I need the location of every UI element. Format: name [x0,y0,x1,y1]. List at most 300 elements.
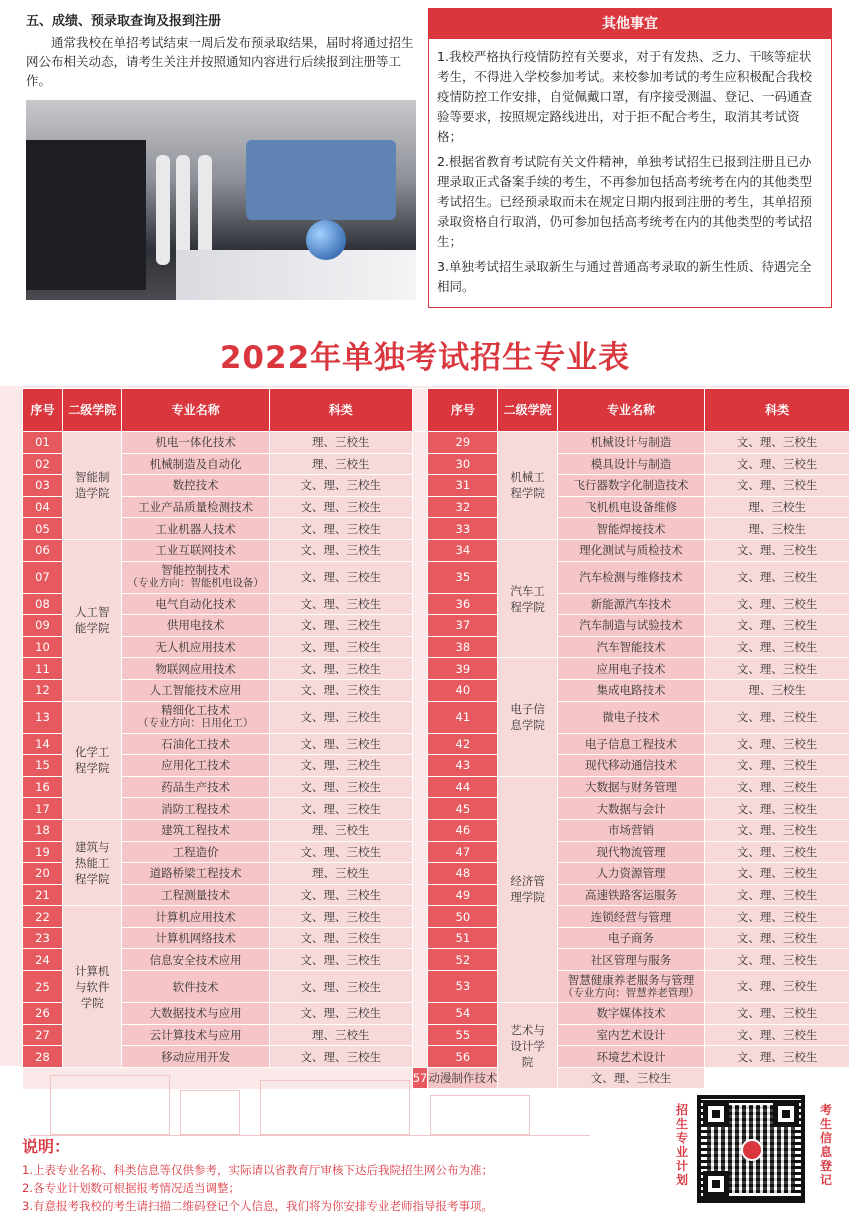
major-name-cell [122,927,269,949]
major-name-cell [557,755,704,777]
row-number: 20 [23,863,63,885]
category-cell: 文、理、三校生 [269,971,412,1003]
row-number: 45 [428,798,498,820]
row-number: 14 [23,733,63,755]
row-number: 32 [428,496,498,518]
header-college: 二级学院 [498,389,557,432]
category-cell: 文、理、三校生 [705,432,850,454]
table-row [23,776,850,798]
row-number: 05 [23,518,63,540]
school-logo-icon [741,1139,763,1161]
row-number: 19 [23,841,63,863]
category-cell: 文、理、三校生 [705,1003,850,1025]
campus-exhibition-photo [26,100,416,300]
table-row [23,636,850,658]
category-cell: 文、理、三校生 [269,593,412,615]
table-gap [412,389,428,432]
row-number: 09 [23,615,63,637]
table-gap [412,971,428,1003]
major-name: 应用化工技术 [161,758,231,773]
row-number: 34 [428,539,498,561]
major-name-cell [557,679,704,701]
table-row [23,863,850,885]
category-cell: 文、理、三校生 [705,755,850,777]
table-gap [412,1024,428,1046]
category-cell: 文、理、三校生 [269,475,412,497]
other-matters-box [428,8,832,308]
table-row [23,539,850,561]
table-row [23,1003,850,1025]
major-name-cell [557,798,704,820]
major-name: 市场营销 [607,823,654,838]
table-row [23,733,850,755]
category-cell: 文、理、三校生 [269,949,412,971]
row-number: 44 [428,776,498,798]
category-cell: 文、理、三校生 [705,906,850,928]
major-name-cell [122,884,269,906]
major-name-cell [122,1024,269,1046]
header-no: 序号 [428,389,498,432]
row-number: 28 [23,1046,63,1068]
table-gap [412,1003,428,1025]
note-item: 3.有意报考我校的考生请扫描二维码登记个人信息，我们将为你安排专业老师指导报考事项。 [22,1199,493,1213]
major-name: 移动应用开发 [161,1049,231,1064]
major-name: 工程测量技术 [161,887,231,902]
table-row [23,755,850,777]
major-name: 机械制造及自动化 [149,456,242,471]
major-name-cell [557,658,704,680]
row-number: 49 [428,884,498,906]
major-name-cell [122,593,269,615]
table-gap [412,819,428,841]
category-cell: 文、理、三校生 [705,798,850,820]
table-gap [412,615,428,637]
major-name: 智慧健康养老服务与管理 [567,972,695,987]
row-number: 43 [428,755,498,777]
category-cell: 文、理、三校生 [705,701,850,733]
major-name-cell [122,949,269,971]
category-cell: 文、理、三校生 [705,776,850,798]
table-row [23,841,850,863]
major-name: 智能焊接技术 [596,521,666,536]
category-cell: 文、理、三校生 [705,453,850,475]
college-cell: 化学工程学院 [62,701,121,819]
row-number: 38 [428,636,498,658]
table-gap [412,798,428,820]
major-name: 机电一体化技术 [155,435,236,450]
header-no: 序号 [23,389,63,432]
header-major: 专业名称 [122,389,269,432]
table-gap [412,884,428,906]
major-name: 汽车检测与维修技术 [579,570,683,585]
major-name: 社区管理与服务 [590,952,672,967]
category-cell: 文、理、三校生 [269,679,412,701]
row-number: 27 [23,1024,63,1046]
row-number: 13 [23,701,63,733]
table-row [23,453,850,475]
row-number: 56 [428,1046,498,1068]
major-name-cell [557,863,704,885]
major-name: 数控技术 [172,478,219,493]
category-cell: 理、三校生 [269,432,412,454]
college-cell: 计算机与软件学院 [62,906,121,1068]
category-cell: 文、理、三校生 [705,841,850,863]
table-gap [412,949,428,971]
major-name: 现代物流管理 [596,844,666,859]
college-cell: 建筑与热能工程学院 [62,819,121,905]
major-name: 消防工程技术 [161,801,231,816]
table-row [23,949,850,971]
category-cell: 文、理、三校生 [705,658,850,680]
row-number: 11 [23,658,63,680]
table-row [23,615,850,637]
table-row [23,679,850,701]
category-cell: 文、理、三校生 [705,949,850,971]
major-name: 集成电路技术 [596,683,666,698]
table-gap [412,906,428,928]
table-gap [412,658,428,680]
table-row [23,593,850,615]
section-body: 通常我校在单招考试结束一周后发布预录取结果，届时将通过招生网公布相关动态，请考生关注并按照通知内容进行后续报到注册等工作。 [26,35,414,88]
header-college: 二级学院 [62,389,121,432]
row-number: 54 [428,1003,498,1025]
category-cell: 文、理、三校生 [705,1024,850,1046]
major-name: 建筑工程技术 [161,823,231,838]
row-number: 50 [428,906,498,928]
qr-left-label: 招生专业计划 [675,1103,688,1187]
major-name: 石油化工技术 [161,736,231,751]
row-number: 37 [428,615,498,637]
major-name: 药品生产技术 [161,780,231,795]
table-row [23,1024,850,1046]
major-name-cell [122,841,269,863]
major-name-cell [557,701,704,733]
major-name-cell [122,1046,269,1068]
major-name-cell [557,1046,704,1068]
row-number: 53 [428,971,498,1003]
major-name-cell [557,561,704,593]
major-name-cell [557,776,704,798]
section-results-registration [26,10,418,90]
major-name-cell [122,518,269,540]
category-cell: 理、三校生 [705,518,850,540]
table-gap [412,475,428,497]
row-number: 25 [23,971,63,1003]
major-direction: （专业方向：智慧养老管理） [562,986,700,999]
major-name-cell [557,841,704,863]
major-name-cell [122,798,269,820]
major-name: 工程造价 [172,844,219,859]
major-name-cell [122,539,269,561]
major-name: 工业机器人技术 [155,521,236,536]
major-name-cell [122,636,269,658]
category-cell: 文、理、三校生 [269,658,412,680]
table-row [23,561,850,593]
major-name: 连锁经营与管理 [590,909,672,924]
major-name-cell [122,701,269,733]
category-cell: 文、理、三校生 [269,755,412,777]
category-cell: 理、三校生 [705,679,850,701]
college-cell: 艺术与设计学院 [498,1003,557,1089]
table-row [23,475,850,497]
major-name-cell [122,733,269,755]
major-name-cell [557,496,704,518]
major-name-cell [557,971,704,1003]
table-gap [412,593,428,615]
campus-sketch [30,1066,590,1136]
major-name-cell [122,496,269,518]
major-name: 道路桥梁工程技术 [149,866,242,881]
major-name-cell [122,453,269,475]
row-number: 10 [23,636,63,658]
other-matters-heading: 其他事宜 [429,9,831,39]
college-cell: 电子信息学院 [498,658,557,776]
table-row [23,906,850,928]
major-name-cell [557,733,704,755]
row-number: 41 [428,701,498,733]
category-cell: 文、理、三校生 [705,1046,850,1068]
table-gap [412,755,428,777]
major-name-cell [122,1003,269,1025]
row-number: 17 [23,798,63,820]
major-name-cell [557,432,704,454]
row-number: 33 [428,518,498,540]
major-name-cell [557,884,704,906]
major-name: 数字媒体技术 [596,1006,666,1021]
college-cell: 机械工程学院 [498,432,557,540]
major-name: 供用电技术 [166,618,225,633]
category-cell: 文、理、三校生 [557,1067,704,1089]
row-number: 24 [23,949,63,971]
note-item: 2.各专业计划数可根据报考情况适当调整； [22,1181,240,1195]
major-name: 人力资源管理 [596,866,666,881]
table-row [23,496,850,518]
category-cell: 文、理、三校生 [269,1003,412,1025]
major-name-cell [557,906,704,928]
major-name-cell [557,615,704,637]
table-row [23,971,850,1003]
table-row [23,884,850,906]
major-name: 信息安全技术应用 [149,952,242,967]
row-number: 57 [412,1067,428,1089]
major-name-cell [557,539,704,561]
row-number: 30 [428,453,498,475]
section-heading: 五、成绩、预录取查询及报到注册 [26,14,222,29]
row-number: 22 [23,906,63,928]
table-gap [412,863,428,885]
table-gap [412,679,428,701]
major-name: 现代移动通信技术 [584,758,677,773]
major-name: 物联网应用技术 [155,661,236,676]
other-matters-item: 1.我校严格执行疫情防控有关要求，对于有发热、乏力、干咳等症状考生，不得进入学校参加考试。来校参加考试的考生应积极配合我校疫情防控工作安排，自觉佩戴口罩，有序接受测温、登记、一码通查验等要求，按照规定路线进出，对于拒不配合考生，取消其考试资格； [437,49,813,144]
category-cell: 文、理、三校生 [705,863,850,885]
row-number: 36 [428,593,498,615]
row-number: 23 [23,927,63,949]
college-cell: 经济管理学院 [498,776,557,1002]
category-cell: 理、三校生 [269,863,412,885]
major-name: 环境艺术设计 [596,1049,666,1064]
major-name: 电气自动化技术 [155,596,236,611]
major-name-cell [122,475,269,497]
major-name-cell [122,906,269,928]
category-cell: 文、理、三校生 [269,798,412,820]
major-name: 计算机网络技术 [155,931,236,946]
other-matters-item: 3.单独考试招生录取新生与通过普通高考录取的新生性质、待遇完全相同。 [437,259,812,294]
major-name-cell [557,475,704,497]
category-cell: 文、理、三校生 [269,927,412,949]
major-name: 飞行器数字化制造技术 [573,478,689,493]
table-row [23,432,850,454]
table-gap [412,1046,428,1068]
major-name: 汽车制造与试验技术 [579,618,683,633]
major-name: 大数据技术与应用 [149,1006,242,1021]
major-name: 动漫制作技术 [428,1071,498,1086]
table-title: 2022年单独考试招生专业表 [219,340,631,376]
category-cell: 文、理、三校生 [269,776,412,798]
major-name: 大数据与会计 [596,801,666,816]
table-row [23,819,850,841]
other-matters-item: 2.根据省教育考试院有关文件精神，单独考试招生已报到注册且已办理录取正式备案手续的考生，不再参加包括高考统考在内的其他类型考试招生。已经预录取而未在规定日期内报到注册的考生，其单招预录取资格自行取消，仍可参加包括高考统考在内的其他类型的考试招生； [437,154,813,249]
major-name: 计算机应用技术 [155,909,236,924]
major-direction: （专业方向：日用化工） [137,717,254,730]
row-number: 01 [23,432,63,454]
category-cell: 文、理、三校生 [269,615,412,637]
college-cell: 人工智能学院 [62,539,121,701]
notes [22,1134,642,1215]
major-name-cell [122,432,269,454]
category-cell: 文、理、三校生 [269,636,412,658]
table-header-row [23,389,850,432]
category-cell: 文、理、三校生 [269,701,412,733]
major-name-cell [557,949,704,971]
major-name-cell [557,927,704,949]
major-name: 飞机机电设备维修 [584,500,677,515]
category-cell: 文、理、三校生 [705,636,850,658]
major-name: 云计算技术与应用 [149,1027,242,1042]
row-number: 16 [23,776,63,798]
category-cell: 理、三校生 [269,819,412,841]
major-name: 机械设计与制造 [590,435,672,450]
category-cell: 文、理、三校生 [269,906,412,928]
major-name-cell [122,615,269,637]
row-number: 26 [23,1003,63,1025]
row-number: 12 [23,679,63,701]
major-name: 智能控制技术 [161,563,231,578]
row-number: 42 [428,733,498,755]
row-number: 31 [428,475,498,497]
major-name: 新能源汽车技术 [590,596,672,611]
major-name-cell [557,453,704,475]
major-name: 精细化工技术 [161,703,231,718]
header-major: 专业名称 [557,389,704,432]
category-cell: 文、理、三校生 [269,841,412,863]
category-cell: 文、理、三校生 [705,475,850,497]
category-cell: 文、理、三校生 [705,971,850,1003]
category-cell: 文、理、三校生 [705,819,850,841]
major-name: 高速铁路客运服务 [584,887,677,902]
row-number: 08 [23,593,63,615]
table-gap [412,733,428,755]
row-number: 46 [428,819,498,841]
category-cell: 文、理、三校生 [705,615,850,637]
major-name: 工业互联网技术 [155,543,236,558]
table-gap [412,776,428,798]
header-category: 科类 [269,389,412,432]
row-number: 06 [23,539,63,561]
row-number: 03 [23,475,63,497]
table-gap [412,636,428,658]
major-name-cell [122,971,269,1003]
table-gap [412,432,428,454]
major-name-cell [122,863,269,885]
qr-right-label: 考生信息登记 [819,1103,832,1187]
category-cell: 文、理、三校生 [269,733,412,755]
table-gap [412,539,428,561]
category-cell: 文、理、三校生 [705,884,850,906]
row-number: 15 [23,755,63,777]
major-direction: （专业方向：智能机电设备） [127,577,264,590]
major-name-cell [122,755,269,777]
major-name: 人工智能技术应用 [149,683,242,698]
table-row [23,798,850,820]
category-cell: 文、理、三校生 [705,561,850,593]
table-row [23,1046,850,1068]
category-cell: 文、理、三校生 [705,539,850,561]
row-number: 47 [428,841,498,863]
category-cell: 文、理、三校生 [705,593,850,615]
row-number: 18 [23,819,63,841]
major-name-cell [557,1003,704,1025]
qr-code[interactable] [697,1095,805,1203]
table-row [23,701,850,733]
major-name-cell [122,561,269,593]
major-name: 工业产品质量检测技术 [138,500,254,515]
category-cell: 理、三校生 [269,453,412,475]
category-cell: 文、理、三校生 [705,927,850,949]
major-name: 理化测试与质检技术 [579,543,683,558]
row-number: 21 [23,884,63,906]
major-table [22,388,850,1089]
row-number: 35 [428,561,498,593]
row-number: 51 [428,927,498,949]
category-cell: 理、三校生 [705,496,850,518]
major-name: 大数据与财务管理 [584,780,677,795]
row-number: 48 [428,863,498,885]
category-cell: 文、理、三校生 [269,561,412,593]
major-name-cell [557,636,704,658]
row-number: 02 [23,453,63,475]
category-cell: 文、理、三校生 [269,539,412,561]
major-name: 无人机应用技术 [155,640,236,655]
table-gap [412,561,428,593]
row-number: 07 [23,561,63,593]
row-number: 52 [428,949,498,971]
college-cell: 汽车工程学院 [498,539,557,657]
category-cell: 文、理、三校生 [705,733,850,755]
row-number: 04 [23,496,63,518]
major-name: 软件技术 [172,979,219,994]
table-row [23,518,850,540]
table-row [23,927,850,949]
major-name: 汽车智能技术 [596,640,666,655]
row-number: 55 [428,1024,498,1046]
table-gap [412,518,428,540]
category-cell: 理、三校生 [269,1024,412,1046]
major-name: 室内艺术设计 [596,1027,666,1042]
major-name: 应用电子技术 [596,661,666,676]
major-name: 微电子技术 [602,710,660,725]
table-gap [412,453,428,475]
